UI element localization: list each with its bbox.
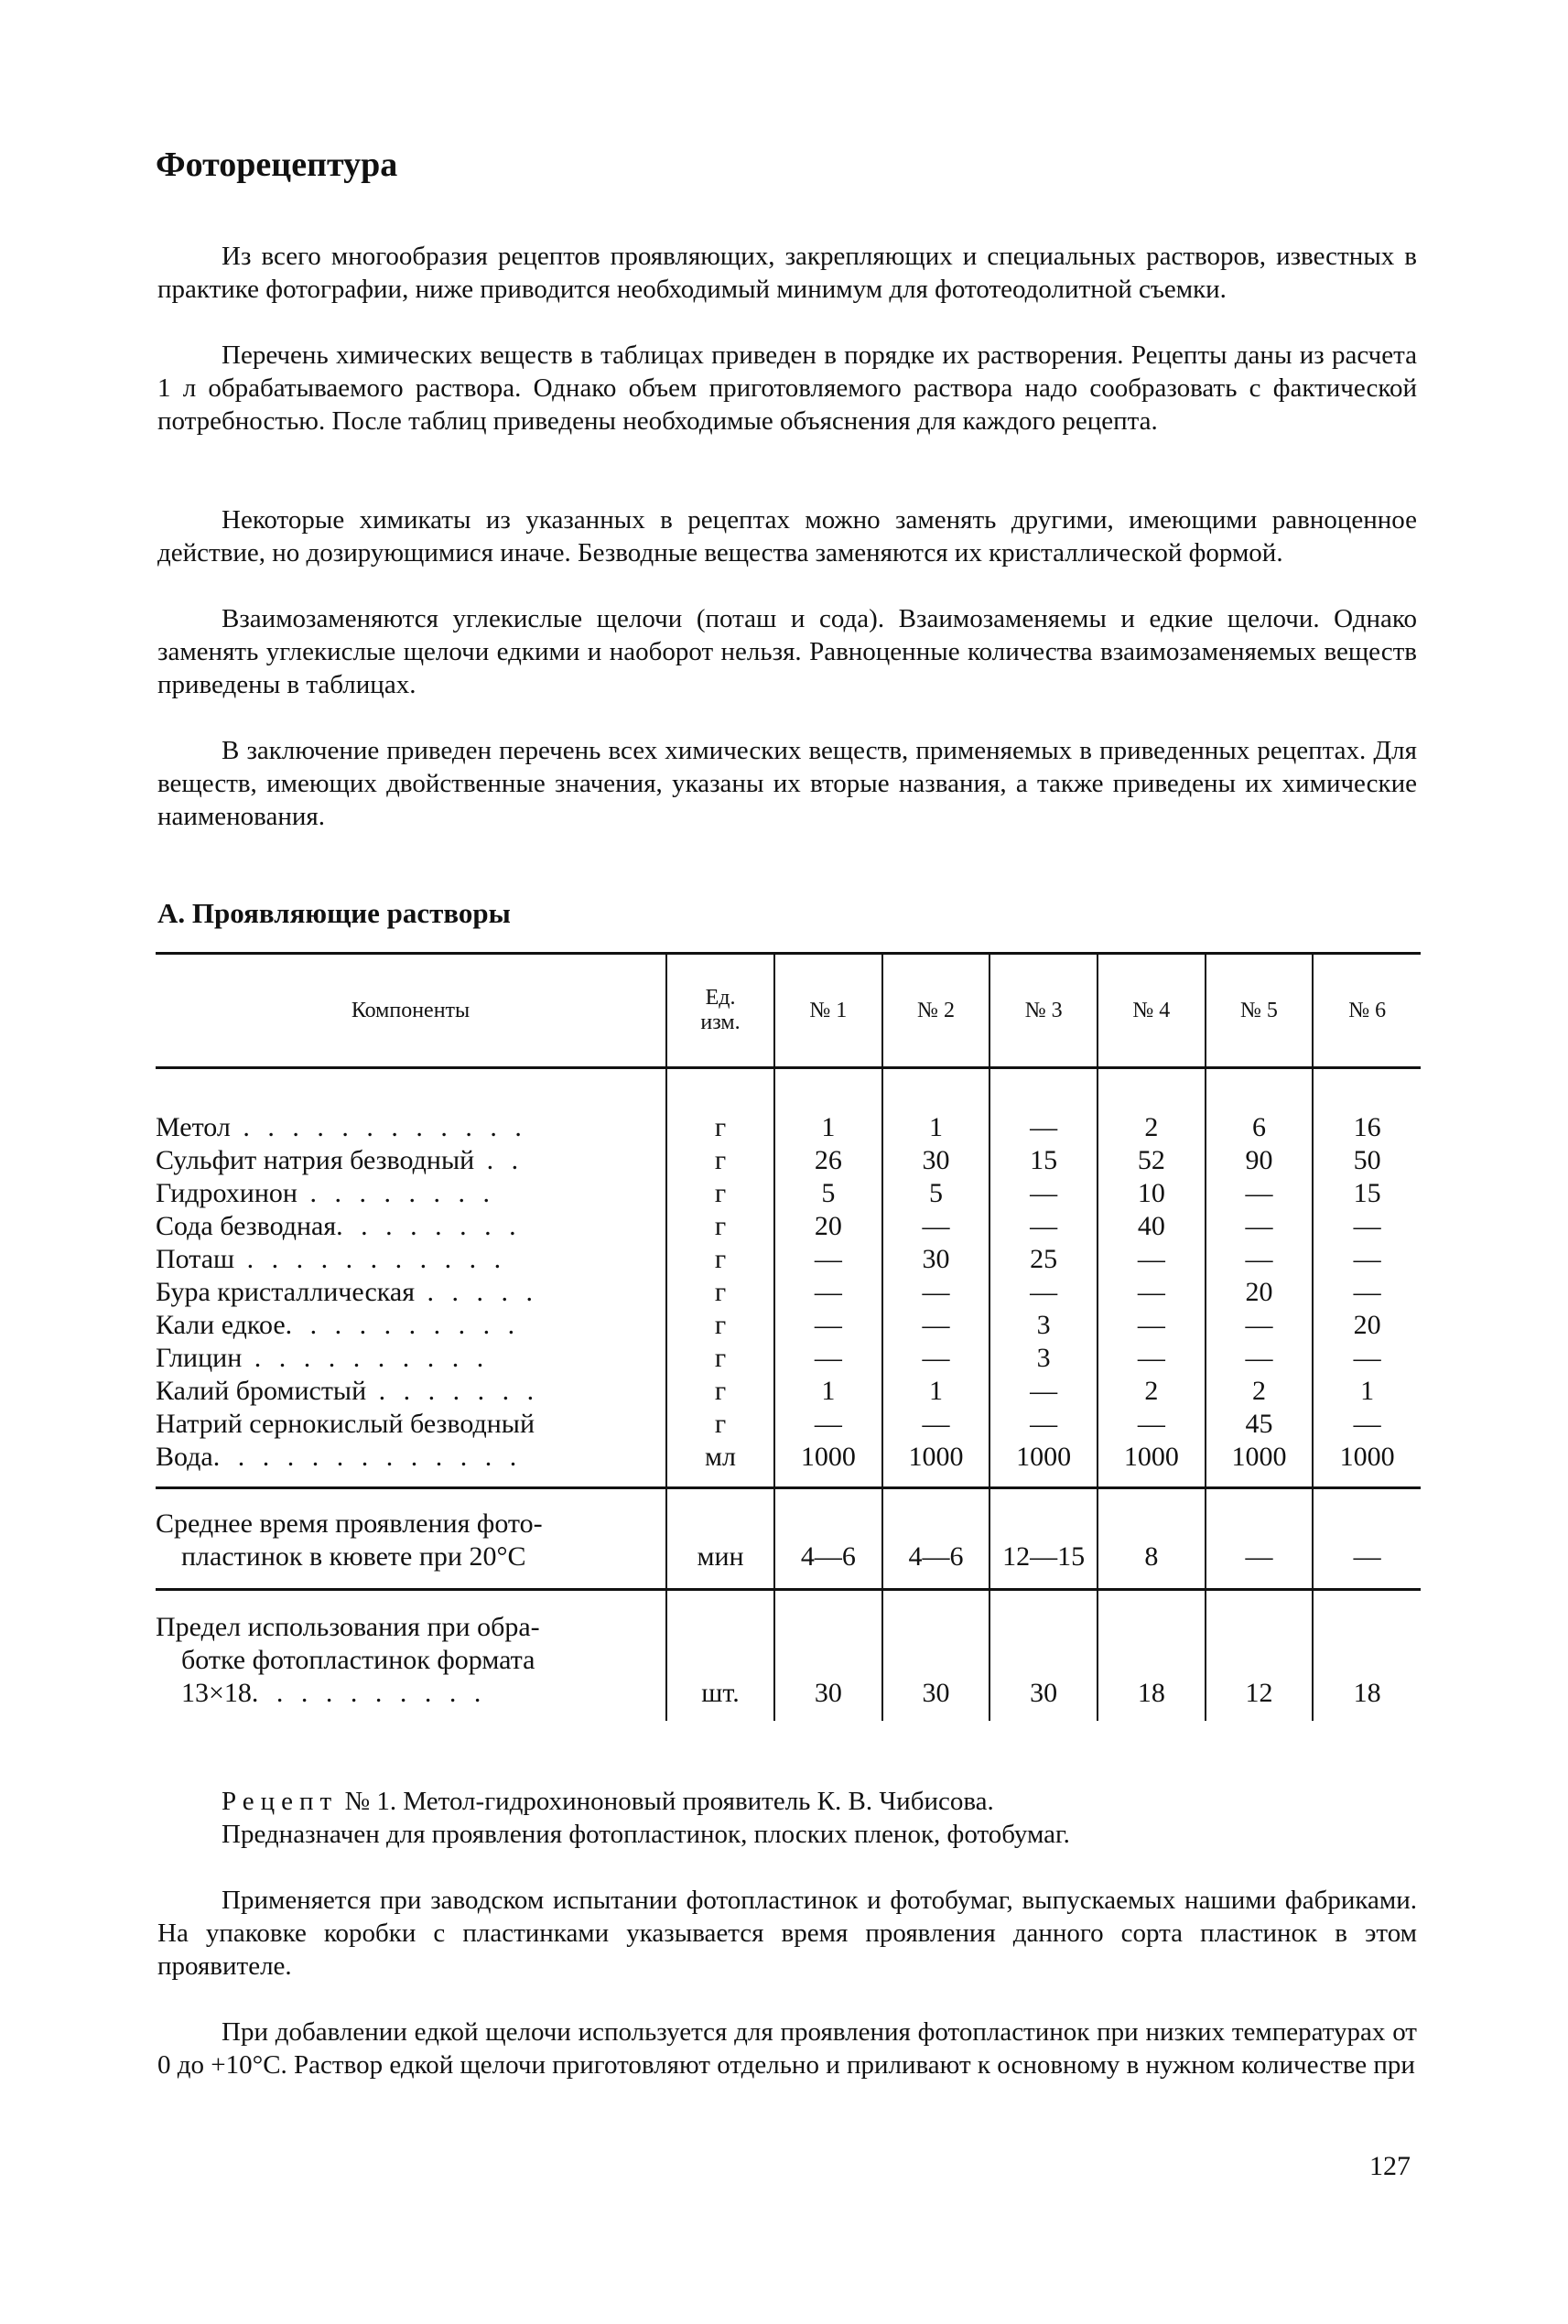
component-value: 1000 [882, 1441, 990, 1488]
component-value: — [1206, 1342, 1314, 1375]
component-value: 45 [1206, 1408, 1314, 1441]
component-unit: г [666, 1144, 774, 1177]
component-value: 1 [882, 1375, 990, 1408]
dot-leader: . . . . . [415, 1277, 538, 1307]
limit-row [156, 1591, 1421, 1721]
component-value: — [989, 1177, 1098, 1210]
component-value: — [1098, 1243, 1206, 1276]
component-label: Натрий сернокислый безводный [156, 1409, 535, 1439]
limit-label-line2: ботке фотопластинок формата [181, 1645, 535, 1675]
time-label-line2: пластинок в кювете при 20°С [181, 1541, 526, 1572]
dot-leader: . . [474, 1145, 524, 1175]
component-value: — [774, 1408, 882, 1441]
component-name [156, 1243, 666, 1276]
component-name [156, 1342, 666, 1375]
limit-value: 30 [882, 1591, 990, 1721]
component-unit: г [666, 1210, 774, 1243]
component-value: 2 [1206, 1375, 1314, 1408]
dot-leader: . . . . . . . . [336, 1211, 522, 1241]
component-value: 1000 [774, 1441, 882, 1488]
table-row [156, 1177, 1421, 1210]
recipe-label: Рецепт [222, 1787, 339, 1816]
component-value: 30 [882, 1144, 990, 1177]
component-value: — [1313, 1210, 1421, 1243]
component-unit: г [666, 1309, 774, 1342]
time-unit: мин [666, 1489, 774, 1590]
component-value: 20 [1206, 1276, 1314, 1309]
limit-value: 30 [774, 1591, 882, 1721]
component-value: — [1206, 1309, 1314, 1342]
time-row [156, 1489, 1421, 1590]
component-unit: г [666, 1375, 774, 1408]
component-value: — [882, 1276, 990, 1309]
component-value: 1 [774, 1111, 882, 1144]
component-value: 20 [1313, 1309, 1421, 1342]
component-label: Глицин [156, 1343, 243, 1373]
component-value: 25 [989, 1243, 1098, 1276]
component-value: 15 [989, 1144, 1098, 1177]
limit-value: 18 [1098, 1591, 1206, 1721]
limit-label [156, 1591, 666, 1721]
dot-leader: . . . . . . . . . . . [234, 1244, 507, 1274]
header-recipe-4: № 4 [1098, 954, 1206, 1068]
header-unit [666, 954, 774, 1068]
component-value: — [1098, 1342, 1206, 1375]
component-label: Сульфит натрия безводный [156, 1145, 475, 1175]
component-name [156, 1408, 666, 1441]
limit-label-line3: 13×18 [181, 1678, 252, 1708]
component-value: 1000 [1206, 1441, 1314, 1488]
component-value: 10 [1098, 1177, 1206, 1210]
intro-paragraph-5: В заключение приведен перечень всех химических веществ, применяемых в приведенных рецептах. Для веществ, имеющих двойственные значения, указаны их вторые названия, а также приведены их химические наименования. [157, 736, 1417, 831]
time-value: 8 [1098, 1489, 1206, 1590]
component-label: Калий бромистый [156, 1376, 367, 1406]
component-value: 16 [1313, 1111, 1421, 1144]
component-unit: г [666, 1342, 774, 1375]
component-value: — [774, 1342, 882, 1375]
component-unit: г [666, 1276, 774, 1309]
page-title: Фоторецептура [156, 146, 398, 184]
dot-leader: . . . . . . . . [297, 1178, 495, 1208]
recipe-heading [157, 1785, 1417, 1818]
component-value: — [1206, 1210, 1314, 1243]
header-components: Компоненты [156, 954, 666, 1068]
component-value: — [1313, 1408, 1421, 1441]
table-header-row [156, 954, 1421, 1068]
component-value: 2 [1098, 1111, 1206, 1144]
time-value: — [1206, 1489, 1314, 1590]
component-value: 15 [1313, 1177, 1421, 1210]
table-row [156, 1309, 1421, 1342]
component-value: 5 [882, 1177, 990, 1210]
component-value: 5 [774, 1177, 882, 1210]
table-row [156, 1408, 1421, 1441]
component-unit: мл [666, 1441, 774, 1488]
table-row [156, 1210, 1421, 1243]
component-name [156, 1276, 666, 1309]
header-recipe-5: № 5 [1206, 954, 1314, 1068]
limit-label-line1: Предел использования при обра- [156, 1612, 540, 1642]
limit-value: 18 [1313, 1591, 1421, 1721]
component-label: Кали едкое [156, 1310, 286, 1340]
time-label [156, 1489, 666, 1590]
component-value: — [1098, 1408, 1206, 1441]
component-value: 50 [1313, 1144, 1421, 1177]
component-value: — [989, 1210, 1098, 1243]
component-name [156, 1210, 666, 1243]
component-value: — [1206, 1177, 1314, 1210]
component-value: — [882, 1210, 990, 1243]
component-name [156, 1309, 666, 1342]
component-name [156, 1111, 666, 1144]
table-row [156, 1144, 1421, 1177]
table-row [156, 1342, 1421, 1375]
component-name [156, 1144, 666, 1177]
recipe-number: № 1. [344, 1787, 397, 1816]
component-unit: г [666, 1243, 774, 1276]
table-row [156, 1441, 1421, 1488]
component-value: — [989, 1276, 1098, 1309]
component-name [156, 1441, 666, 1488]
component-label: Гидрохинон [156, 1178, 297, 1208]
component-name [156, 1177, 666, 1210]
component-value: 2 [1098, 1375, 1206, 1408]
page-number: 127 [1369, 2151, 1411, 2181]
intro-paragraph-4: Взаимозаменяются углекислые щелочи (поташ и сода). Взаимозаменяемы и едкие щелочи. Однако заменять углекислые щелочи едкими и наоборот нельзя. Равноценные количества взаимозаменяемых веществ приведены в таблицах. [157, 604, 1417, 699]
section-title: А. Проявляющие растворы [157, 897, 511, 929]
component-value: — [882, 1309, 990, 1342]
component-unit: г [666, 1177, 774, 1210]
component-unit: г [666, 1111, 774, 1144]
limit-unit: шт. [666, 1591, 774, 1721]
component-value: — [882, 1408, 990, 1441]
component-value: 26 [774, 1144, 882, 1177]
table-row [156, 1276, 1421, 1309]
component-value: 1000 [1098, 1441, 1206, 1488]
header-recipe-1: № 1 [774, 954, 882, 1068]
recipe-title: Метол-гидрохиноновый проявитель К. В. Чибисова. [403, 1787, 994, 1816]
component-value: 3 [989, 1342, 1098, 1375]
component-value: — [1098, 1309, 1206, 1342]
limit-value: 12 [1206, 1591, 1314, 1721]
recipe-paragraph-1: Предназначен для проявления фотопластинок, плоских пленок, фотобумаг. [222, 1820, 1070, 1849]
component-value: — [774, 1276, 882, 1309]
intro-paragraph-3: Некоторые химикаты из указанных в рецептах можно заменять другими, имеющими равноценное действие, но дозирующимися иначе. Безводные вещества заменяются их кристаллической формой. [157, 505, 1417, 567]
table-row [156, 1375, 1421, 1408]
component-label: Вода [156, 1442, 213, 1472]
limit-label-leader: . . . . . . . . . . [251, 1678, 487, 1708]
component-value: — [1313, 1342, 1421, 1375]
header-unit-line2: изм. [700, 1011, 741, 1034]
component-value: — [774, 1309, 882, 1342]
time-value: 4—6 [774, 1489, 882, 1590]
intro-paragraph-1: Из всего многообразия рецептов проявляющих, закрепляющих и специальных растворов, известных в практике фотографии, ниже приводится необходимый минимум для фототеодолитной съемки. [157, 242, 1417, 304]
time-value: — [1313, 1489, 1421, 1590]
header-recipe-3: № 3 [989, 954, 1098, 1068]
developer-table [156, 952, 1421, 1721]
component-value: — [989, 1375, 1098, 1408]
component-value: — [989, 1111, 1098, 1144]
component-label: Сода безводная [156, 1211, 337, 1241]
component-value: 20 [774, 1210, 882, 1243]
component-value: — [1206, 1243, 1314, 1276]
dot-leader: . . . . . . . . . . . . . [212, 1442, 523, 1472]
recipe-paragraph-2: Применяется при заводском испытании фотопластинок и фотобумаг, выпускаемых нашими фабриками. На упаковке коробки с пластинками указывается время проявления данного сорта пластинок в этом проявителе. [157, 1886, 1417, 1981]
component-value: — [1098, 1276, 1206, 1309]
component-value: 1 [1313, 1375, 1421, 1408]
header-recipe-2: № 2 [882, 954, 990, 1068]
limit-value: 30 [989, 1591, 1098, 1721]
component-value: — [882, 1342, 990, 1375]
intro-paragraph-2: Перечень химических веществ в таблицах приведен в порядке их растворения. Рецепты даны из расчета 1 л обрабатываемого раствора. Однако объем приготовляемого раствора надо сообразовать с фактической потребностью. После таблиц приведены необходимые объяснения для каждого рецепта. [157, 340, 1417, 436]
component-value: 90 [1206, 1144, 1314, 1177]
component-value: — [1313, 1243, 1421, 1276]
component-value: — [1313, 1276, 1421, 1309]
component-value: 1 [774, 1375, 882, 1408]
component-value: 3 [989, 1309, 1098, 1342]
component-value: 40 [1098, 1210, 1206, 1243]
component-value: 52 [1098, 1144, 1206, 1177]
component-value: — [989, 1408, 1098, 1441]
header-unit-line1: Ед. [705, 986, 736, 1010]
component-value: — [774, 1243, 882, 1276]
component-label: Метол [156, 1112, 231, 1142]
time-value: 12—15 [989, 1489, 1098, 1590]
component-value: 1 [882, 1111, 990, 1144]
table-row [156, 1243, 1421, 1276]
header-recipe-6: № 6 [1313, 954, 1421, 1068]
dot-leader: . . . . . . . . . . [242, 1343, 490, 1373]
component-value: 6 [1206, 1111, 1314, 1144]
table-row [156, 1111, 1421, 1144]
time-label-line1: Среднее время проявления фото- [156, 1508, 543, 1539]
recipe-paragraph-3: При добавлении едкой щелочи используется для проявления фотопластинок при низких температурах от 0 до +10°С. Раствор едкой щелочи приготовляют отдельно и приливают к основному в нужном количестве при [157, 2017, 1417, 2080]
component-label: Поташ [156, 1244, 235, 1274]
dot-leader: . . . . . . . . . . [285, 1310, 521, 1340]
dot-leader: . . . . . . . [366, 1376, 540, 1406]
dot-leader: . . . . . . . . . . . . [230, 1112, 527, 1142]
component-value: 1000 [1313, 1441, 1421, 1488]
component-unit: г [666, 1408, 774, 1441]
component-label: Бура кристаллическая [156, 1277, 415, 1307]
time-value: 4—6 [882, 1489, 990, 1590]
spacer-row [156, 1068, 1421, 1112]
component-name [156, 1375, 666, 1408]
component-value: 30 [882, 1243, 990, 1276]
component-value: 1000 [989, 1441, 1098, 1488]
